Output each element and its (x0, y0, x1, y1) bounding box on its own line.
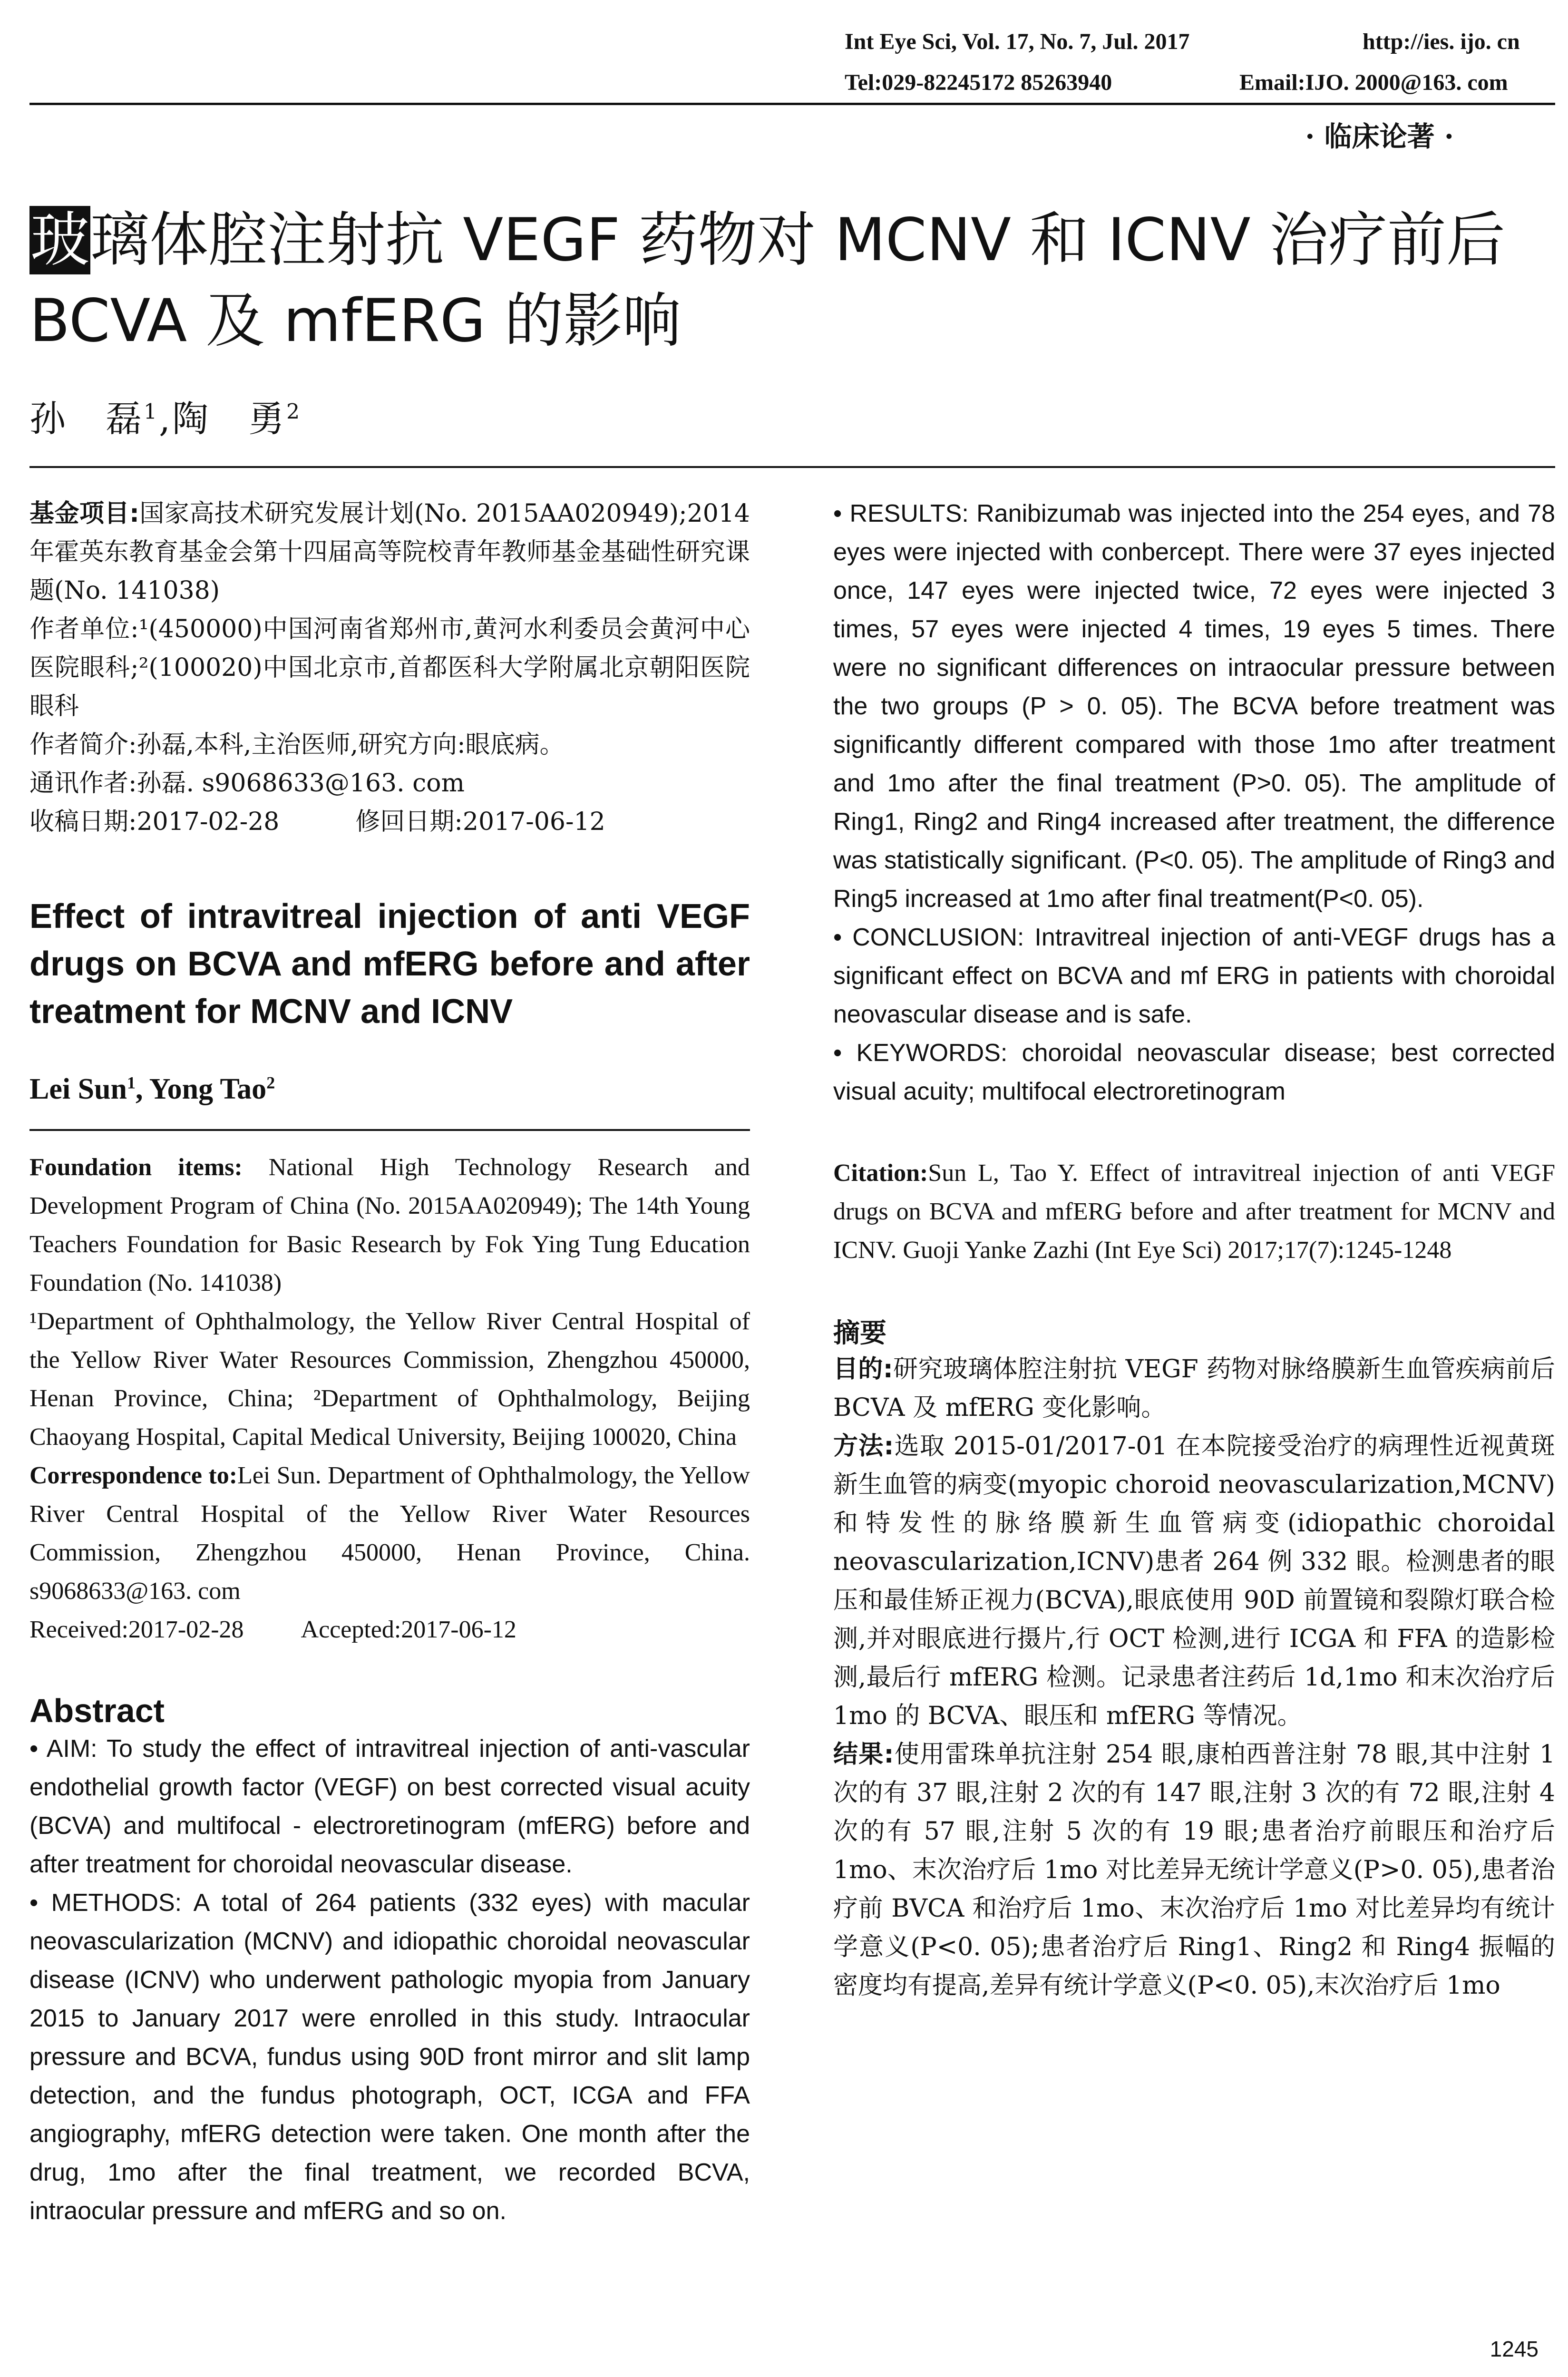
front-matter-en (29, 1148, 750, 1649)
correspondence-text: Lei Sun. Department of Ophthalmology, the Yellow River Central Hospital of the Yellow River Water Resources Commission, Zhengzhou 450000, Henan Province, China. s9068633@163. com (29, 1462, 750, 1605)
corr-cn-text: 孙磊. s9068633@163. com (136, 769, 465, 798)
abstract-cn-results-label: 结果: (833, 1740, 894, 1769)
citation-text: Sun L, Tao Y. Effect of intravitreal injection of anti VEGF drugs on BCVA and mfERG before and after treatment for MCNV and ICNV. Guoji Yanke Zazhi (Int Eye Sci) 2017;17(7):1245-1248 (833, 1159, 1555, 1264)
journal-url: http://ies. ijo. cn (1363, 29, 1520, 54)
paper-title-cn (29, 200, 1556, 361)
journal-info: Int Eye Sci, Vol. 17, No. 7, Jul. 2017 (845, 29, 1190, 54)
paper-title-en: Effect of intravitreal injection of anti VEGF drugs on BCVA and mfERG before and after treatment for MCNV and ICNV (29, 897, 750, 1031)
foundation-items (29, 1148, 750, 1302)
author-en-2-sup: 2 (266, 1073, 275, 1092)
citation-label: Citation: (833, 1159, 928, 1187)
abstract-cn-results (833, 1735, 1555, 2005)
header-rule (29, 103, 1555, 105)
journal-email: Email:IJO. 2000@163. com (1239, 70, 1508, 95)
author-en-sep: , (136, 1073, 149, 1105)
unit-cn-text: ¹(450000)中国河南省郑州市,黄河水利委员会黄河中心医院眼科;²(100020)中国北京市,首都医科大学附属北京朝阳医院眼科 (29, 615, 750, 721)
author-en-1-sup: 1 (127, 1073, 136, 1092)
title-rest: 璃体腔注射抗 VEGF 药物对 MCNV 和 ICNV 治疗前后 BCVA 及 mfERG 的影响 (29, 206, 1505, 355)
foundation-text: National High Technology Research and Development Program of China (No. 2015AA020949); The 14th Young Teachers Foundation for Basic Research by Fok Ying Tung Education Foundation (No. 141038) (29, 1154, 750, 1296)
revised-cn: 修回日期:2017-06-12 (355, 808, 605, 836)
abstract-right (833, 495, 1555, 1111)
title-first-char: 玻 (30, 206, 90, 274)
abstract-conclusion: • CONCLUSION: Intravitreal injection of anti-VEGF drugs has a significant effect on BCVA and mf ERG in patients with choroidal neovascular disease and is safe. (833, 924, 1555, 1028)
journal-tel: Tel:029-82245172 85263940 (845, 70, 1112, 95)
author-cn-2-sup: 2 (286, 399, 302, 424)
left-column (29, 495, 750, 2231)
foundation-label: Foundation items: (29, 1154, 243, 1181)
abstract-cn-heading: 摘要 (833, 1318, 886, 1349)
citation (833, 1154, 1555, 1269)
author-en-2: Yong Tao (149, 1073, 267, 1105)
fund-cn (29, 495, 750, 610)
unit-cn-label: 作者单位: (29, 615, 139, 643)
abstract-cn-methods-text: 选取 2015-01/2017-01 在本院接受治疗的病理性近视黄斑新生血管的病变(myopic choroid neovascularization,MCNV)和特发性的脉络膜新生血管病变(idiopathic choroidal neovascularization,ICNV)患者 264 例 332 眼。检测患者的眼压和最佳矫正视力(BCVA),眼底使用 90D 前置镜和裂隙灯联合检测,并对眼底进行摄片,行 OCT 检测,进行 ICGA 和 FFA 的造影检测,最后行 mfERG 检测。记录患者注药后 1d,1mo 和末次治疗后 1mo 的 BCVA、眼压和 mfERG 等情况。 (833, 1432, 1556, 1730)
abstract-cn-methods (833, 1427, 1555, 1735)
received-cn: 收稿日期:2017-02-28 (29, 808, 280, 836)
abstract-keywords: • KEYWORDS: choroidal neovascular disease; best corrected visual acuity; multifocal electroretinogram (833, 1039, 1555, 1105)
affiliations: ¹Department of Ophthalmology, the Yellow River Central Hospital of the Yellow River Water Resources Commission, Zhengzhou 450000, Henan Province, China; ²Department of Ophthalmology, Beijing Chaoyang Hospital, Capital Medical University, Beijing 100020, China (29, 1308, 750, 1451)
dates-en (29, 1610, 750, 1649)
abstract-results: • RESULTS: Ranibizumab was injected into the 254 eyes, and 78 eyes were injected with conbercept. There were 37 eyes injected once, 147 eyes were injected twice, 72 eyes were injected 3 times, 57 eyes were injected 4 times, 19 eyes 5 times. There were no significant differences on intraocular pressure between the two groups (P > 0. 05). The BCVA before treatment was significantly different compared with those 1mo after treatment and 1mo after the final treatment (P>0. 05). The amplitude of Ring1, Ring2 and Ring4 increased after treatment, the difference was statistically significant. (P<0. 05). The amplitude of Ring3 and Ring5 increased at 1mo after final treatment(P<0. 05). (833, 500, 1555, 913)
abstract-aim: • AIM: To study the effect of intravitreal injection of anti-vascular endothelial growth factor (VEGF) on best corrected visual acuity (BCVA) and multifocal - electroretinogram (mfERG) before and after treatment for choroidal neovascular disease. (29, 1735, 750, 1878)
fund-cn-text: 国家高技术研究发展计划(No. 2015AA020949);2014 年霍英东教育基金会第十四届高等院校青年教师基金基础性研究课题(No. 141038) (29, 499, 750, 605)
fund-cn-label: 基金项目: (29, 499, 139, 528)
bio-cn-label: 作者简介: (29, 731, 137, 759)
received-en: Received:2017-02-28 (29, 1616, 244, 1643)
unit-cn (29, 610, 750, 726)
author-cn-2: 陶 勇 (172, 398, 287, 440)
bio-cn (29, 726, 750, 764)
author-cn-1-sup: 1 (144, 399, 159, 424)
abstract-cn-results-text: 使用雷珠单抗注射 254 眼,康柏西普注射 78 眼,其中注射 1 次的有 37 眼,注射 2 次的有 147 眼,注射 3 次的有 72 眼,注射 4 次的有 57 眼,注射 5 次的有 19 眼;患者治疗前眼压和治疗后 1mo、末次治疗后 1mo 对比差异无统计学意义(P>0. 05),患者治疗前 BVCA 和治疗后 1mo、末次治疗后 1mo 对比差异均有统计学意义(P<0. 05);患者治疗后 Ring1、Ring2 和 Ring4 振幅的密度均有提高,差异有统计学意义(P<0. 05),末次治疗后 1mo (833, 1740, 1556, 2000)
accepted-en: Accepted:2017-06-12 (301, 1616, 516, 1643)
title-rule (29, 466, 1555, 468)
correspondence-label: Correspondence to: (29, 1462, 238, 1489)
author-cn-sep: , (159, 398, 173, 440)
abstract-cn-aim (833, 1350, 1555, 1427)
author-en-1: Lei Sun (29, 1073, 127, 1105)
correspondence (29, 1456, 750, 1610)
dates-cn (29, 803, 750, 841)
abstract-methods: • METHODS: A total of 264 patients (332 eyes) with macular neovascularization (MCNV) and idiopathic choroidal neovascular disease (ICNV) who underwent pathologic myopia from January 2015 to January 2017 were enrolled in this study. Intraocular pressure and BCVA, fundus using 90D front mirror and slit lamp detection, and the fundus photograph, OCT, ICGA and FFA angiography, mfERG detection were taken. One month after the drug, 1mo after the final treatment, we recorded BCVA, intraocular pressure and mfERG and so on. (29, 1889, 750, 2225)
abstract-left (29, 1730, 750, 2231)
abstract-cn-aim-text: 研究玻璃体腔注射抗 VEGF 药物对脉络膜新生血管疾病前后 BCVA 及 mfERG 变化影响。 (833, 1355, 1556, 1422)
section-tag: · 临床论著 · (1305, 120, 1454, 153)
page-number: 1245 (1490, 2337, 1539, 2361)
corr-cn (29, 764, 750, 803)
bio-cn-text: 孙磊,本科,主治医师,研究方向:眼底病。 (136, 731, 565, 759)
right-column (833, 495, 1555, 2005)
abstract-cn-aim-label: 目的: (833, 1355, 893, 1383)
authors-en (29, 1072, 750, 1106)
abstract-cn-methods-label: 方法: (833, 1432, 894, 1461)
corr-cn-label: 通讯作者: (29, 769, 137, 798)
author-cn-1: 孙 磊 (29, 398, 144, 440)
abstract-heading: Abstract (29, 1692, 165, 1729)
authors-cn (29, 390, 302, 442)
